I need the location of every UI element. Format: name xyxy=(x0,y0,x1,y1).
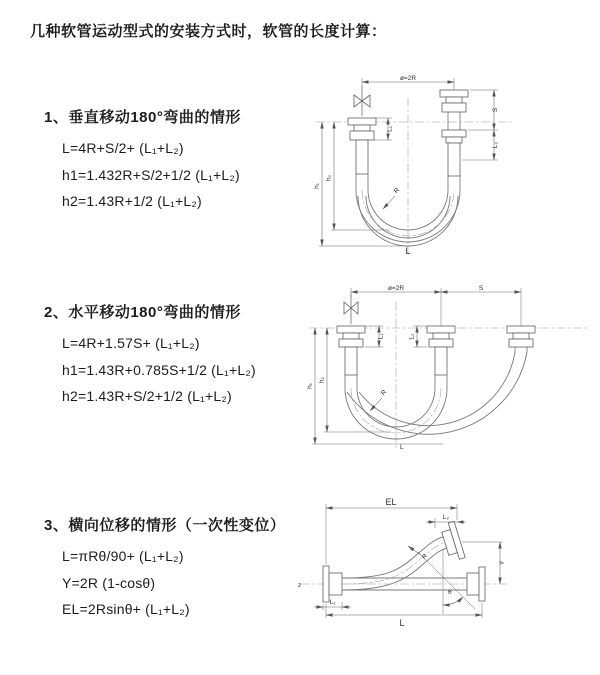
radius-label: R xyxy=(379,388,389,398)
section-1-text xyxy=(44,106,241,215)
dim-label-h2: h₂ xyxy=(318,376,326,384)
dim-stroke-s xyxy=(462,90,499,160)
section-2-text xyxy=(44,301,256,410)
angle-label: θ xyxy=(448,589,452,596)
diagram-lateral-displacement xyxy=(295,494,525,662)
formula-h2: h2=1.43R+1/2 (L₁+L₂) xyxy=(62,193,202,209)
diagram-vertical-180-bend xyxy=(308,72,533,257)
left-pipe-fitting xyxy=(337,326,365,388)
radius-callout xyxy=(370,389,388,411)
middle-pipe-fitting xyxy=(427,326,455,388)
dim-top-spans xyxy=(351,285,521,326)
diagram-horizontal-180-bend xyxy=(303,282,593,452)
formula-h1: h1=1.43R+0.785S+1/2 (L₁+L₂) xyxy=(62,361,256,378)
section-2-heading: 2、水平移动180°弯曲的情形 xyxy=(44,304,241,321)
dim-label-s: S xyxy=(492,107,499,113)
dim-label-l2: L₂ xyxy=(492,141,499,149)
dim-heights xyxy=(307,328,444,444)
valve-icon xyxy=(354,86,370,116)
dim-label-h1: h₁ xyxy=(313,183,321,189)
dim-label-l1: L₁ xyxy=(329,599,336,606)
dim-label-2r: ø=2R xyxy=(399,75,417,82)
right-pipe-fitting-upper xyxy=(440,90,468,130)
radius-label: R xyxy=(392,186,402,196)
dim-label-s: S xyxy=(478,285,484,292)
displaced-hose xyxy=(342,536,451,590)
upper-flange-displaced xyxy=(440,521,465,562)
dim-label-h1: h₁ xyxy=(306,383,314,389)
dim-label-l1: L₁ xyxy=(377,333,385,340)
formula-h2: h2=1.43R+S/2+1/2 (L₁+L₂) xyxy=(62,388,232,404)
formula-length: L=4R+S/2+ (L₁+L₂) xyxy=(62,140,184,156)
left-flange xyxy=(323,566,342,602)
radius-label: R xyxy=(420,552,430,562)
valve-icon xyxy=(344,294,358,324)
dim-l1 xyxy=(365,326,385,347)
dim-label-l-bottom: L xyxy=(400,444,404,451)
dim-label-l-bottom: L xyxy=(405,246,411,256)
formula-y: Y=2R (1-cosθ) xyxy=(62,574,156,591)
dim-top-span xyxy=(362,75,454,90)
dim-label-l2: L₂ xyxy=(408,333,416,340)
dim-label-l1: L₁ xyxy=(386,126,394,132)
dim-l2 xyxy=(409,326,428,347)
left-pipe-fitting xyxy=(348,118,376,190)
formula-el: EL=2Rsinθ+ (L₁+L₂) xyxy=(62,601,190,617)
page-title: 几种软管运动型式的安装方式时，软管的长度计算： xyxy=(30,23,387,40)
dim-label-l2: L₂ xyxy=(442,514,450,521)
section-3-heading: 3、横向位移的情形（一次性变位） xyxy=(44,517,286,534)
dim-l1 xyxy=(314,599,351,610)
dim-label-h2: h₂ xyxy=(325,174,333,182)
centerline-mark: z xyxy=(298,582,302,589)
dim-label-l: L xyxy=(399,618,405,628)
right-pipe-fitting-moved xyxy=(507,326,535,352)
radius-callout xyxy=(383,187,401,209)
radius-callout xyxy=(408,546,429,561)
dim-label-2r: ø=2R xyxy=(387,285,405,292)
right-flange-original xyxy=(467,567,485,601)
section-3-text xyxy=(44,514,285,623)
section-1-heading: 1、垂直移动180°弯曲的情形 xyxy=(44,109,241,126)
centerlines xyxy=(313,98,513,254)
formula-h1: h1=1.432R+S/2+1/2 (L₁+L₂) xyxy=(62,166,240,183)
dim-l2 xyxy=(426,514,466,528)
formula-length: L=πRθ/90+ (L₁+L₂) xyxy=(62,548,184,564)
dim-label-el: EL xyxy=(385,497,397,507)
dim-el xyxy=(326,497,457,564)
dim-label-y: Y xyxy=(499,560,506,566)
formula-length: L=4R+1.57S+ (L₁+L₂) xyxy=(62,335,200,351)
